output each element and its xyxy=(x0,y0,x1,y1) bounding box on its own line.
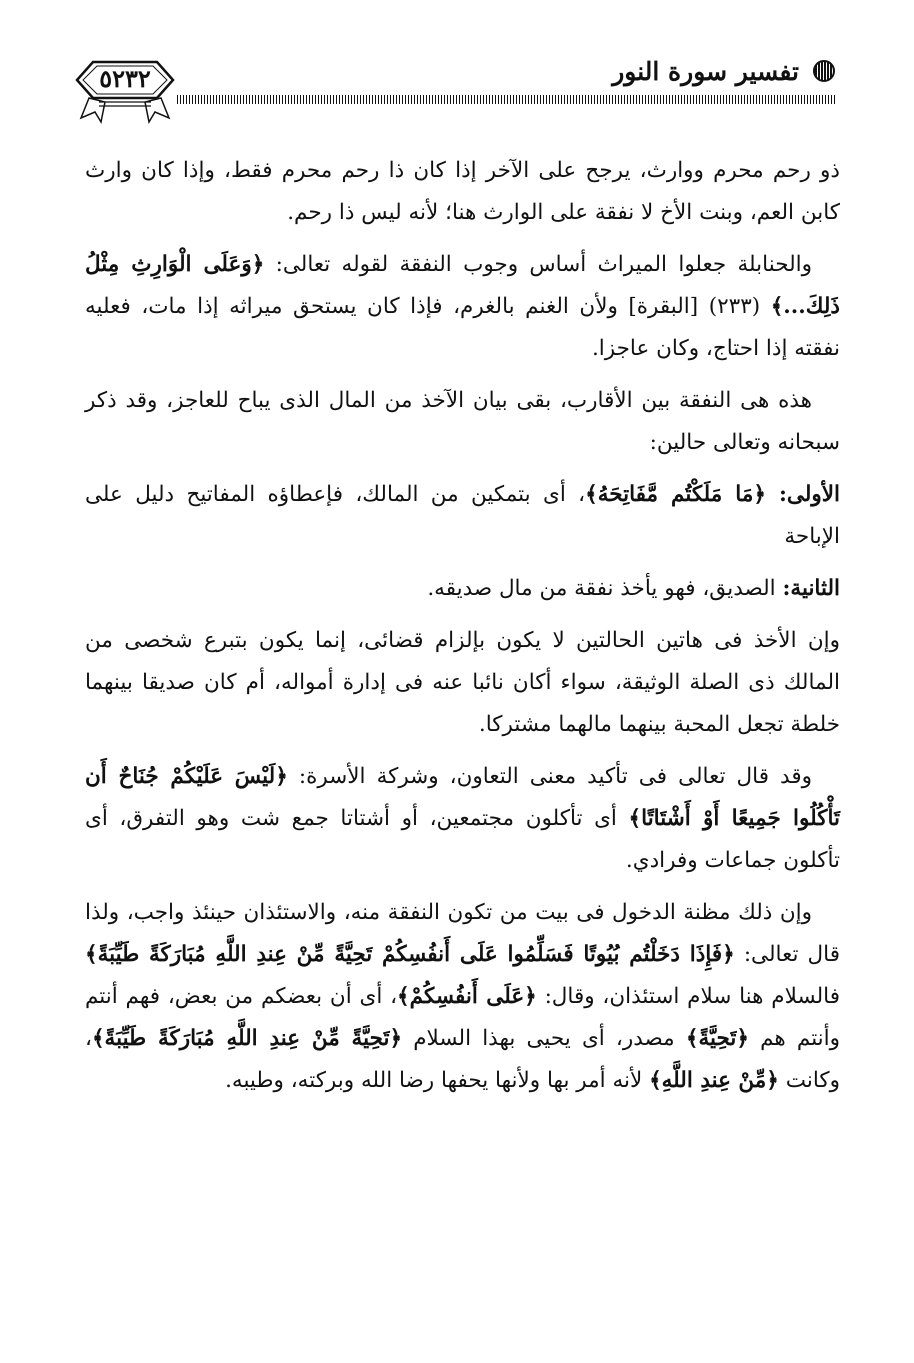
header-rule xyxy=(177,95,835,104)
paragraph-5-label: الثانية: xyxy=(782,576,840,601)
paragraph-2-text-b: (٢٣٣) [البقرة] ولأن الغنم بالغرم، فإذا كان يستحق ميراثه إذا مات، فعليه نفقته إذا احتاج، وكان عاجزا. xyxy=(85,294,840,361)
page-body xyxy=(85,150,840,1112)
running-title: تفسير سورة النور xyxy=(612,56,799,86)
quran-quote: ﴿تَحِيَّةً مِّنْ عِندِ اللَّهِ مُبَارَكَةً طَيِّبَةً﴾ xyxy=(91,1026,403,1051)
paragraph-7-text-b: أى تأكلون مجتمعين، أو أشتاتا جمع شت وهو التفرق، أى تأكلون جماعات وفرادي. xyxy=(85,806,840,873)
paragraph-7 xyxy=(85,756,840,882)
paragraph-5 xyxy=(85,568,840,610)
quran-quote: ﴿لَيْسَ عَلَيْكُمْ جُنَاحٌ أَن تَأْكُلُوا جَمِيعًا أَوْ أَشْتَاتًا﴾ xyxy=(85,764,840,831)
paragraph-2 xyxy=(85,244,840,370)
quran-quote: ﴿تَحِيَّةً﴾ xyxy=(685,1026,749,1051)
paragraph-8-text-d: مصدر، أى يحيى بهذا السلام xyxy=(402,1026,686,1051)
paragraph-7-text-a: وقد قال تعالى فى تأكيد معنى التعاون، وشركة الأسرة: xyxy=(287,764,812,789)
paragraph-4-text: ، أى بتمكين من المالك، فإعطاؤه المفاتيح دليل على الإباحة xyxy=(85,482,840,549)
quran-quote: ﴿عَلَى أَنفُسِكُمْ﴾ xyxy=(397,984,537,1009)
quran-quote: ﴿وَعَلَى الْوَارِثِ مِثْلُ ذَلِكَ...﴾ xyxy=(85,252,840,319)
paragraph-8-text-a: وإن ذلك مظنة الدخول فى بيت من تكون النفقة منه، والاستئذان حينئذ واجب، ولذا قال تعالى: xyxy=(85,900,840,967)
page-number-frame xyxy=(75,56,175,128)
paragraph-3-text: هذه هى النفقة بين الأقارب، بقى بيان الآخذ من المال الذى يباح للعاجز، وقد ذكر سبحانه وتعالى حالين: xyxy=(85,388,840,455)
page-number: ٥٢٣٢ xyxy=(99,64,151,93)
ornament-icon xyxy=(813,60,835,82)
paragraph-8-text-b: فالسلام هنا سلام استئذان، وقال: xyxy=(536,984,841,1009)
paragraph-8-text-e: ، وكانت xyxy=(85,1026,840,1093)
paragraph-6-text: وإن الأخذ فى هاتين الحالتين لا يكون بإلزام قضائى، إنما يكون بتبرع شخصى من المالك ذى الصلة الوثيقة، سواء أكان نائبا عنه فى إدارة أمواله، أم كان صديقا بينهما خلطة تجعل المحبة بينهما مالهما مشتركا. xyxy=(85,628,840,737)
paragraph-3 xyxy=(85,380,840,464)
paragraph-8-text-f: لأنه أمر بها ولأنها يحفها رضا الله وبركته، وطيبه. xyxy=(225,1068,650,1093)
paragraph-4 xyxy=(85,474,840,558)
paragraph-8 xyxy=(85,892,840,1102)
paragraph-2-text-a: والحنابلة جعلوا الميراث أساس وجوب النفقة لقوله تعالى: xyxy=(264,252,812,277)
paragraph-5-text: الصديق، فهو يأخذ نفقة من مال صديقه. xyxy=(427,576,783,601)
quran-quote: ﴿مَا مَلَكْتُم مَّفَاتِحَهُ﴾ xyxy=(585,482,779,507)
paragraph-4-label: الأولى: xyxy=(778,482,841,507)
running-title-wrap xyxy=(612,54,835,88)
paragraph-6 xyxy=(85,620,840,746)
quran-quote: ﴿فَإِذَا دَخَلْتُم بُيُوتًا فَسَلِّمُوا عَلَى أَنفُسِكُمْ تَحِيَّةً مِّنْ عِندِ اللَّهِ مُبَارَكَةً طَيِّبَةً﴾ xyxy=(85,942,735,967)
quran-quote: ﴿مِّنْ عِندِ اللَّهِ﴾ xyxy=(649,1068,779,1093)
paragraph-8-text-c: ، أى أن بعضكم من بعض، فهم أنتم وأنتم هم xyxy=(85,984,841,1051)
paragraph-1-text: ذو رحم محرم ووارث، يرجح على الآخر إذا كان ذا رحم محرم فقط، وإذا كان وارث كابن العم، وبنت الأخ لا نفقة على الوارث هنا؛ لأنه ليس ذا رحم. xyxy=(85,158,840,225)
paragraph-1 xyxy=(85,150,840,234)
page-header xyxy=(75,40,835,140)
